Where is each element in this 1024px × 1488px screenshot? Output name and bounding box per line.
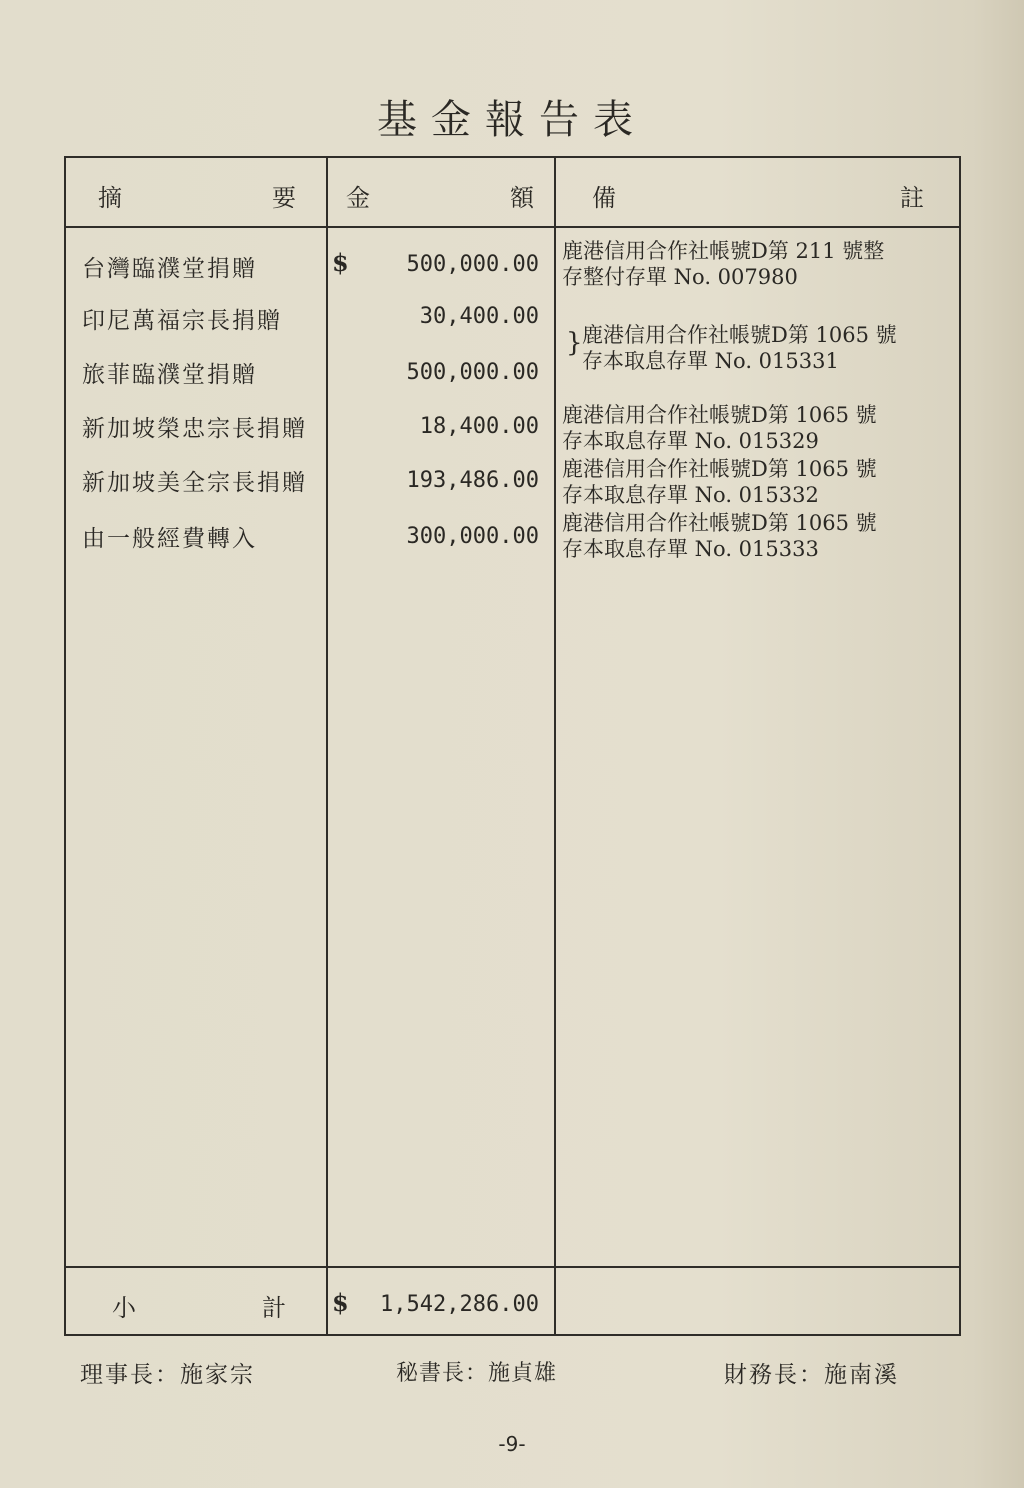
subtotal-amount: 1,542,286.00 [380, 1292, 539, 1317]
header-note-right: 註 [900, 184, 924, 212]
currency-symbol: $ [332, 1288, 349, 1317]
subtotal-label-right: 計 [262, 1294, 286, 1322]
note-line: 鹿港信用合作社帳號D第 1065 號 [562, 511, 877, 535]
row-amount: 18,400.00 [419, 414, 539, 439]
header-desc-left: 摘 [98, 184, 122, 212]
row-amount: 500,000.00 [406, 252, 539, 277]
row-desc: 新加坡美全宗長捐贈 [82, 470, 307, 496]
row-desc: 台灣臨濮堂捐贈 [82, 256, 257, 282]
chairman-signature: 理事長：施家宗 [80, 1362, 255, 1388]
row-desc: 由一般經費轉入 [82, 526, 257, 552]
column-divider [554, 158, 556, 1334]
note-line: 存本取息存單 No. 015333 [562, 537, 819, 561]
column-divider [326, 158, 328, 1334]
page-title: 基金報告表 [377, 97, 647, 143]
row-note [562, 402, 962, 454]
header-note-left: 備 [592, 184, 616, 212]
row-desc: 印尼萬福宗長捐贈 [82, 308, 282, 334]
header-desc-right: 要 [272, 184, 296, 212]
row-amount: 30,400.00 [419, 304, 539, 329]
subtotal-divider [66, 1266, 959, 1268]
secretary-signature: 秘書長：施貞雄 [396, 1361, 558, 1386]
row-note [562, 456, 962, 508]
treasurer-signature: 財務長：施南溪 [724, 1362, 899, 1388]
note-line: 鹿港信用合作社帳號D第 1065 號 [562, 403, 877, 427]
note-line: 存本取息存單 No. 015329 [562, 429, 819, 453]
row-amount: 193,486.00 [406, 468, 539, 493]
header-divider [66, 226, 959, 228]
row-note [562, 510, 962, 562]
fund-report-table [64, 156, 961, 1336]
note-line: 存整付存單 No. 007980 [562, 265, 798, 289]
currency-symbol: $ [332, 248, 349, 277]
header-amount-left: 金 [346, 184, 370, 212]
note-line: 存本取息存單 No. 015332 [562, 483, 819, 507]
combined-note [582, 322, 982, 374]
note-line: 存本取息存單 No. 015331 [582, 349, 839, 373]
page-number: -9- [498, 1432, 526, 1456]
row-amount: 500,000.00 [406, 360, 539, 385]
row-note [562, 238, 962, 290]
row-desc: 旅菲臨濮堂捐贈 [82, 362, 257, 388]
row-amount: 300,000.00 [406, 524, 539, 549]
header-amount-right: 額 [510, 184, 534, 212]
brace-mark: } [566, 328, 583, 358]
subtotal-label-left: 小 [112, 1294, 136, 1322]
note-line: 鹿港信用合作社帳號D第 1065 號 [582, 323, 897, 347]
note-line: 鹿港信用合作社帳號D第 211 號整 [562, 239, 885, 263]
row-desc: 新加坡榮忠宗長捐贈 [82, 416, 307, 442]
note-line: 鹿港信用合作社帳號D第 1065 號 [562, 457, 877, 481]
